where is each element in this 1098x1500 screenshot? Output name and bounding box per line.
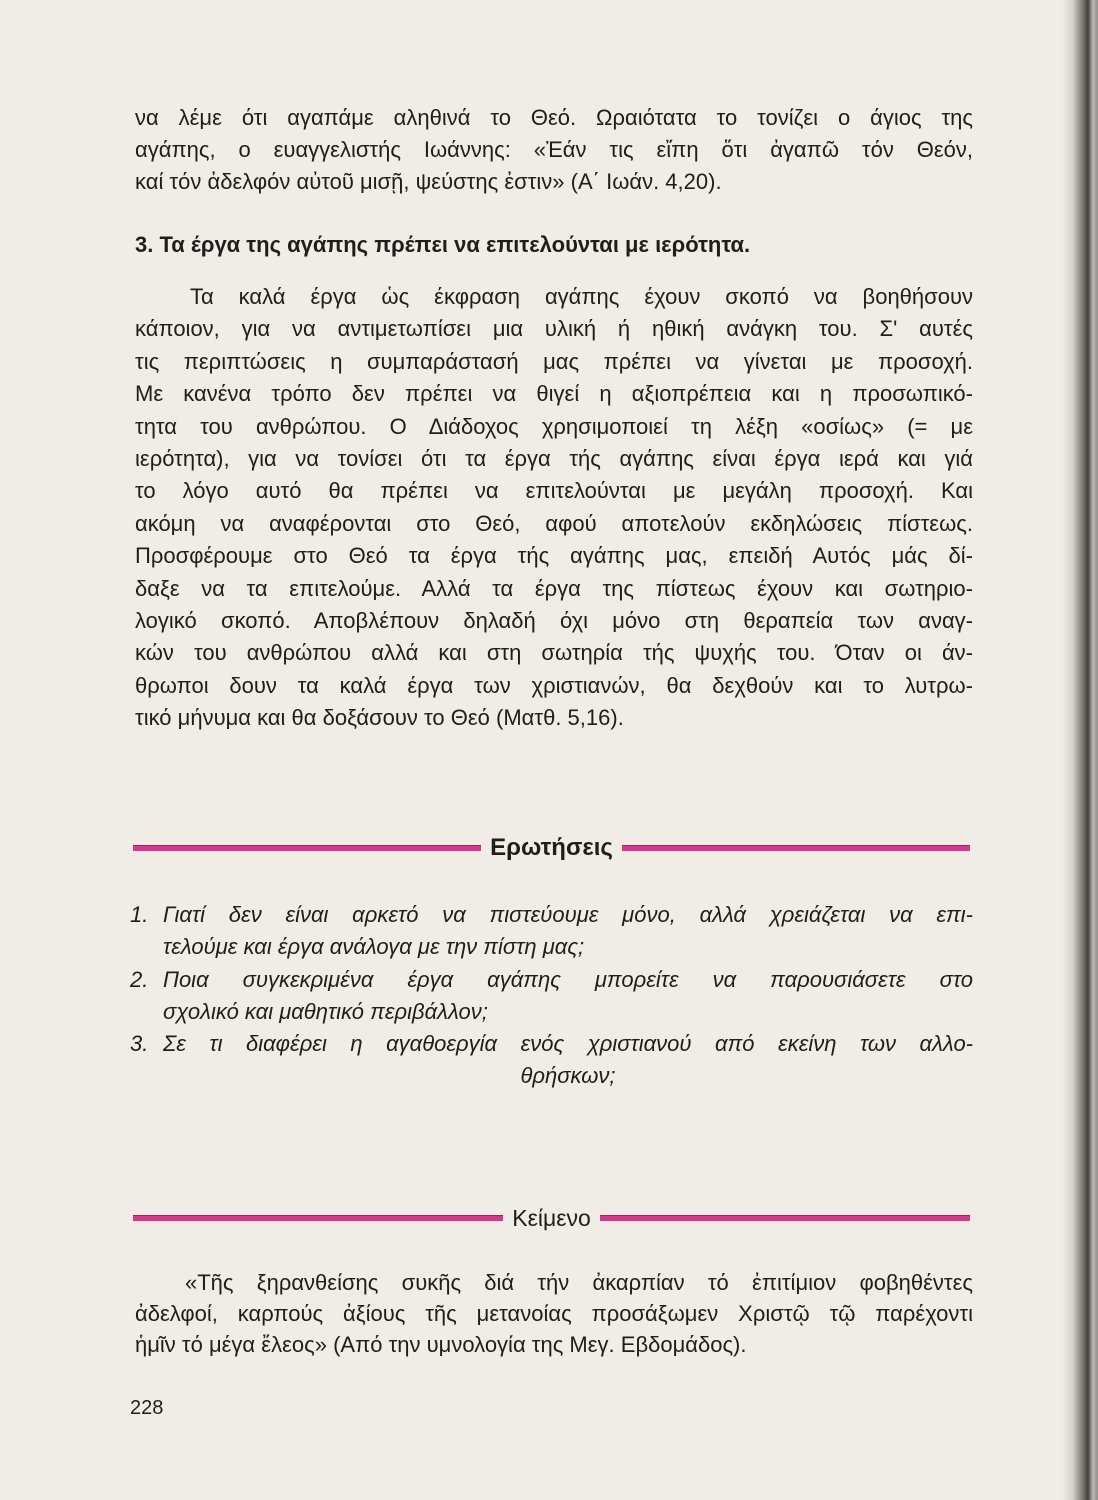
text-line: ακόμη να αναφέρονται στο Θεό, αφού αποτελούν εκδηλώσεις πίστεως. [135, 510, 973, 536]
questions-heading: Ερωτήσεις [490, 834, 613, 861]
text-line: ἡμῖν τό μέγα ἔλεος» (Από την υμνολογία της Μεγ. Εβδομάδος). [135, 1332, 747, 1357]
question-item [130, 899, 973, 964]
text-line: Γιατί δεν είναι αρκετό να πιστεύουμε μόνο, αλλά χρειάζεται να επι- [163, 902, 973, 927]
text-line: ἀδελφοί, καρπούς ἀξίους τῆς μετανοίας προσάξωμεν Χριστῷ τῷ παρέχοντι [135, 1301, 973, 1326]
text-line: Με κανένα τρόπο δεν πρέπει να θιγεί η αξιοπρέπεια και η προσωπικό- [135, 381, 973, 407]
text-heading-row [133, 1200, 970, 1236]
text-line: Ποια συγκεκριμένα έργα αγάπης μπορείτε να παρουσιάσετε στο [163, 966, 973, 992]
text-line: καί τόν ἀδελφόν αὐτοῦ μισῇ, ψεύστης ἐστιν» (Α΄ Ιωάν. 4,20). [135, 169, 722, 194]
text-line: ιερότητα), για να τονίσει ότι τα έργα τής αγάπης είναι έργα ιερά και γιά [135, 445, 973, 471]
question-number: 3. [130, 1031, 149, 1057]
text-line: κών του ανθρώπου αλλά και στη σωτηρία τής ψυχής του. Όταν οι άν- [135, 640, 973, 666]
text-line: θρωποι δουν τα καλά έργα των χριστιανών, θα δεχθούν και το λυτρω- [135, 672, 973, 698]
question-number: 2. [130, 966, 149, 992]
text-line: τις περιπτώσεις η συμπαράστασή μας πρέπει να γίνεται με προσοχή. [135, 348, 973, 374]
questions-heading-row [133, 830, 970, 866]
text-line: τικό μήνυμα και θα δοξάσουν το Θεό (Ματθ. 5,16). [135, 705, 624, 731]
question-text [163, 964, 973, 1029]
text-heading: Κείμενο [512, 1205, 591, 1231]
hymn-quote [135, 1267, 973, 1360]
text-line: τητα του ανθρώπου. Ο Διάδοχος χρησιμοποιεί τη λέξη «οσίως» (= με [135, 413, 973, 439]
intro-paragraph [135, 102, 973, 198]
page-number: 228 [130, 1397, 164, 1419]
text-line: κάποιον, για να αντιμετωπίσει μια υλική ή ηθική ανάγκη του. Σ' αυτές [135, 316, 973, 342]
question-text [163, 899, 973, 964]
text-line: θρήσκων; [520, 1063, 616, 1089]
text-line: Τα καλά έργα ὡς έκφραση αγάπης έχουν σκοπό να βοηθήσουν [190, 284, 973, 309]
text-line: αγάπης, ο ευαγγελιστής Ιωάννης: «Ἐάν τις εἴπη ὅτι ἀγαπῶ τόν Θεόν, [135, 137, 973, 162]
text-line: δαξε να τα επιτελούμε. Αλλά τα έργα της πίστεως έχουν και σωτηριο- [135, 575, 973, 601]
section-paragraph [135, 281, 973, 734]
text-line: λογικό σκοπό. Αποβλέπουν δηλαδή όχι μόνο στη θεραπεία των αναγ- [135, 607, 973, 633]
text-line: τελούμε και έργα ανάλογα με την πίστη μας; [163, 934, 585, 960]
text-line: Προσφέρουμε στο Θεό τα έργα τής αγάπης μας, επειδή Αυτός μάς δί- [135, 543, 973, 569]
binding-shadow [1062, 0, 1098, 1500]
divider-rule-left [133, 1215, 503, 1221]
question-text [163, 1028, 973, 1093]
text-line: Σε τι διαφέρει η αγαθοεργία ενός χριστιανού από εκείνη των αλλο- [163, 1031, 973, 1057]
text-line: το λόγο αυτό θα πρέπει να επιτελούνται με μεγάλη προσοχή. Και [135, 478, 973, 504]
question-item [130, 964, 973, 1029]
text-line: να λέμε ότι αγαπάμε αληθινά το Θεό. Ωραιότατα το τονίζει ο άγιος της [135, 105, 973, 130]
divider-rule-left [133, 845, 481, 851]
text-line: «Τῆς ξηρανθείσης συκῆς διά τήν ἀκαρπίαν τό ἐπιτίμιον φοβηθέντες [185, 1270, 973, 1295]
question-item [130, 1028, 973, 1093]
section-heading: 3. Τα έργα της αγάπης πρέπει να επιτελούνται με ιερότητα. [135, 232, 751, 257]
divider-rule-right [600, 1215, 970, 1221]
divider-rule-right [622, 845, 970, 851]
text-line: σχολικό και μαθητικό περιβάλλον; [163, 998, 488, 1024]
questions-list [130, 899, 973, 1093]
question-number: 1. [130, 902, 149, 927]
